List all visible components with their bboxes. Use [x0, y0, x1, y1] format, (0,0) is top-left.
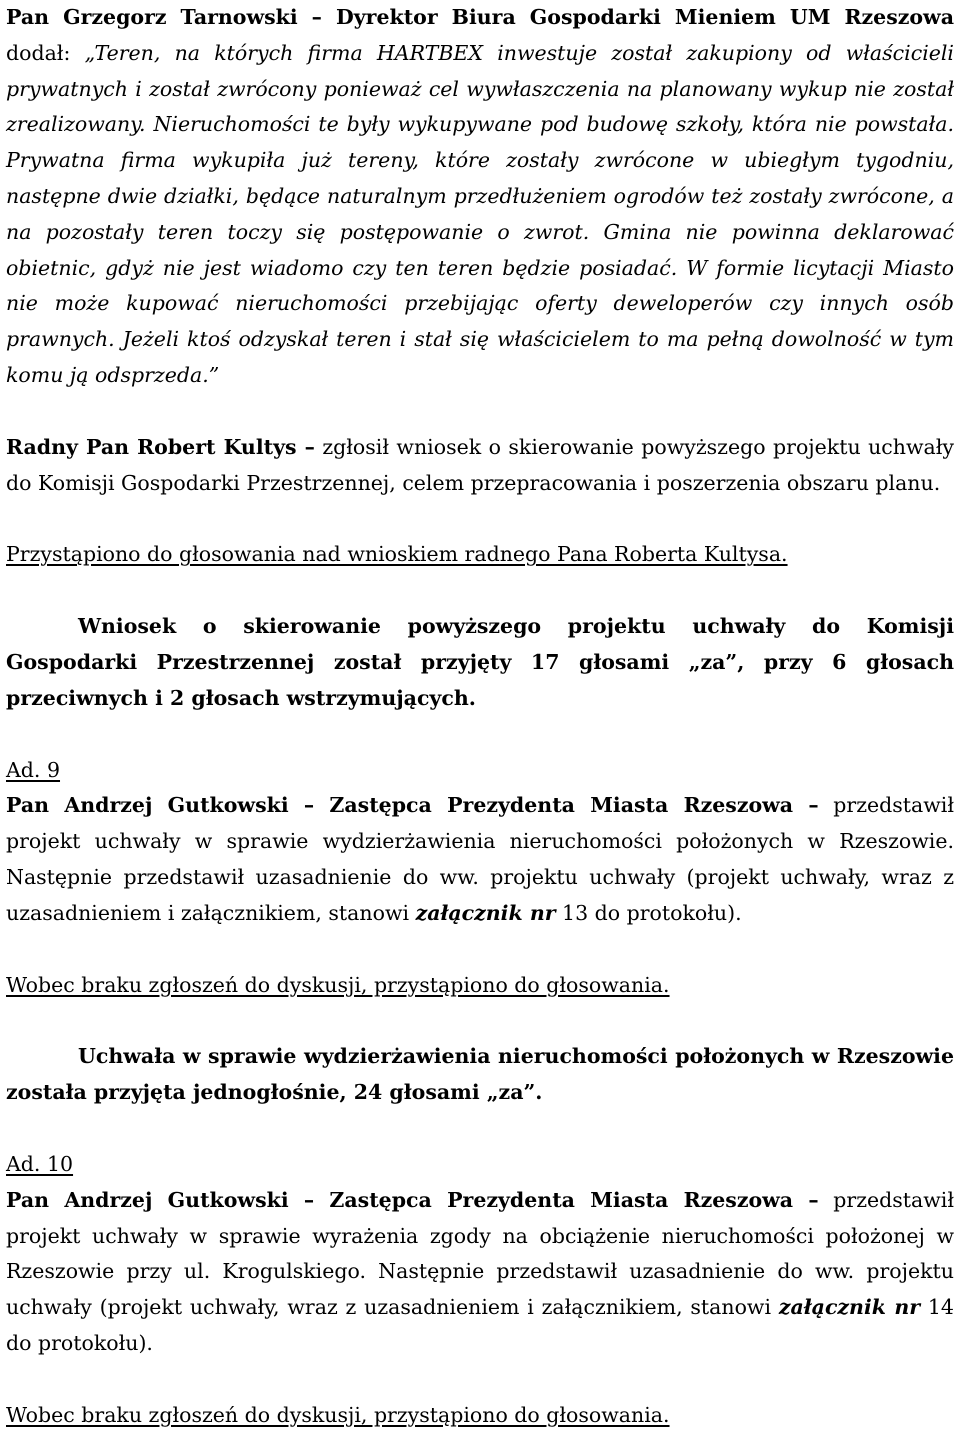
discussion-note: Wobec braku zgłoszeń do dyskusji, przystąpiono do głosowania.: [6, 972, 670, 997]
statement-kultys: [6, 430, 954, 502]
statement-text: zgłosił wniosek o skierowanie powyższego projektu uchwały do Komisji Gospodarki Przestrzennej, celem przepracowania i poszerzenia obszaru planu.: [6, 434, 954, 495]
speaker-name: Pan Grzegorz Tarnowski – Dyrektor Biura Gospodarki Mieniem UM Rzeszowa: [6, 5, 954, 29]
attachment-number: 13: [555, 900, 589, 925]
statement-gutkowski-ad10: [6, 1183, 954, 1362]
statement-tarnowski: [6, 0, 954, 394]
vote-result: Wniosek o skierowanie powyższego projektu uchwały do Komisji Gospodarki Przestrzennej został przyjęty 17 głosami „za”, przy 6 głosach przeciwnych i 2 głosach wstrzymujących.: [6, 614, 954, 710]
statement-text-end: do protokołu).: [588, 900, 742, 925]
agenda-item-heading: Ad. 9: [6, 757, 61, 782]
document-page: [6, 0, 954, 1434]
attachment-label: załącznik nr: [778, 1295, 921, 1320]
discussion-note: Wobec braku zgłoszeń do dyskusji, przystąpiono do głosowania.: [6, 1402, 670, 1427]
vote-intro: Przystąpiono do głosowania nad wnioskiem radnego Pana Roberta Kultysa.: [6, 542, 788, 567]
statement-gutkowski-ad9: [6, 788, 954, 931]
speaker-name: Radny Pan Robert Kultys –: [6, 434, 315, 459]
statement-verb: dodał:: [6, 40, 85, 65]
attachment-number: 14: [920, 1295, 954, 1320]
statement-text: przedstawił projekt uchwały w sprawie wydzierżawienia nieruchomości położonych w Rzeszowie. Następnie przedstawił uzasadnienie do ww. projektu uchwały (projekt uchwały, wraz z uzasadnieniem i załącznikiem, stanowi: [6, 793, 954, 925]
statement-text: przedstawił projekt uchwały w sprawie wyrażenia zgody na obciążenie nieruchomości położonej w Rzeszowie przy ul. Krogulskiego. Następnie przedstawił uzasadnienie do ww. projektu uchwały (projekt uchwały, wraz z uzasadnieniem i załącznikiem, stanowi: [6, 1187, 954, 1320]
attachment-label: załącznik nr: [415, 900, 556, 925]
speaker-name: Pan Andrzej Gutkowski – Zastępca Prezydenta Miasta Rzeszowa –: [6, 793, 819, 818]
agenda-item-heading: Ad. 10: [6, 1151, 74, 1176]
speaker-name: Pan Andrzej Gutkowski – Zastępca Prezydenta Miasta Rzeszowa –: [6, 1187, 819, 1212]
vote-result: Uchwała w sprawie wydzierżawienia nieruchomości położonych w Rzeszowie została przyjęta jednogłośnie, 24 głosami „za”.: [6, 1044, 954, 1105]
statement-text-end: do protokołu).: [6, 1330, 153, 1355]
statement-quote: „Teren, na których firma HARTBEX inwestuje został zakupiony od właścicieli prywatnych i został zwrócony ponieważ cel wywłaszczenia na planowany wykup nie został zrealizowany. Nieruchomości te były wykupywane pod budowę szkoły, która nie powstała. Prywatna firma wykupiła już tereny, które zostały zwrócone w ubiegłym tygodniu, następne dwie działki, będące naturalnym przedłużeniem ogrodów też zostały zwrócone, a na pozostały teren toczy się postępowanie o zwrot. Gmina nie powinna deklarować obietnic, gdyż nie jest wiadomo czy ten teren będzie posiadać. W formie licytacji Miasto nie może kupować nieruchomości przebijając oferty deweloperów czy innych osób prawnych. Jeżeli ktoś odzyskał teren i stał się właścicielem to ma pełną dowolność w tym komu ją odsprzeda.”: [6, 40, 954, 387]
